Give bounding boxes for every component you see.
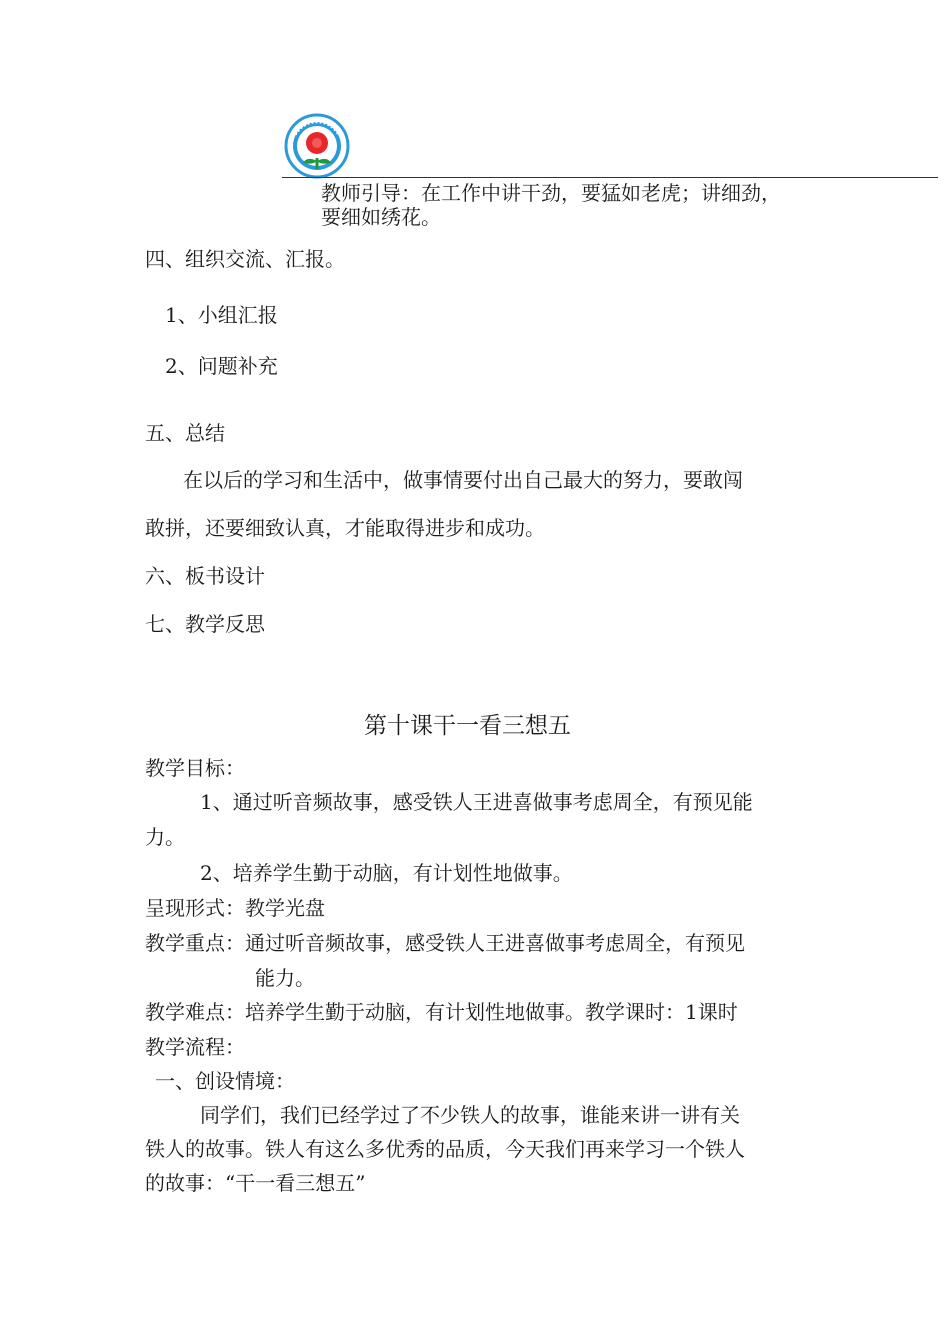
intro-line1: 同学们，我们已经学过了不少铁人的故事，谁能来讲一讲有关 — [200, 1103, 740, 1127]
goal-2: 2、培养学生勤于动脑，有计划性地做事。 — [200, 861, 573, 885]
key-points-line2: 能力。 — [255, 966, 315, 990]
section-6-heading: 六、板书设计 — [145, 564, 265, 588]
goal-1-line1: 1、通过听音频故事，感受铁人王进喜做事考虑周全，有预见能 — [200, 790, 753, 814]
goal-1-line2: 力。 — [145, 825, 185, 849]
header-rule — [282, 177, 938, 178]
school-emblem-icon — [284, 113, 350, 179]
difficulty-and-hours: 教学难点：培养学生勤于动脑，有计划性地做事。教学课时：1课时 — [145, 1000, 738, 1024]
section-4-heading: 四、组织交流、汇报。 — [145, 247, 345, 271]
summary-line1: 在以后的学习和生活中，做事情要付出自己最大的努力，要敢闯 — [183, 468, 743, 492]
step-1-heading: 一、创设情境： — [155, 1069, 295, 1093]
intro-line3: 的故事：“干一看三想五” — [145, 1171, 366, 1195]
teacher-guide-line1: 教师引导：在工作中讲干劲，要猛如老虎；讲细劲， — [321, 181, 781, 205]
item-1: 1、小组汇报 — [165, 303, 278, 327]
key-points-line1: 教学重点：通过听音频故事，感受铁人王进喜做事考虑周全，有预见 — [145, 931, 745, 955]
teacher-guide-line2: 要细如绣花。 — [321, 205, 441, 229]
intro-line2: 铁人的故事。铁人有这么多优秀的品质，今天我们再来学习一个铁人 — [145, 1137, 745, 1161]
process-label: 教学流程： — [145, 1035, 245, 1059]
section-7-heading: 七、教学反思 — [145, 612, 265, 636]
goals-label: 教学目标： — [145, 756, 245, 780]
item-2: 2、问题补充 — [165, 354, 278, 378]
section-5-heading: 五、总结 — [145, 421, 225, 445]
summary-line2: 敢拼，还要细致认真，才能取得进步和成功。 — [145, 516, 545, 540]
lesson-title: 第十课干一看三想五 — [364, 713, 571, 739]
presentation-form: 呈现形式：教学光盘 — [145, 896, 325, 920]
